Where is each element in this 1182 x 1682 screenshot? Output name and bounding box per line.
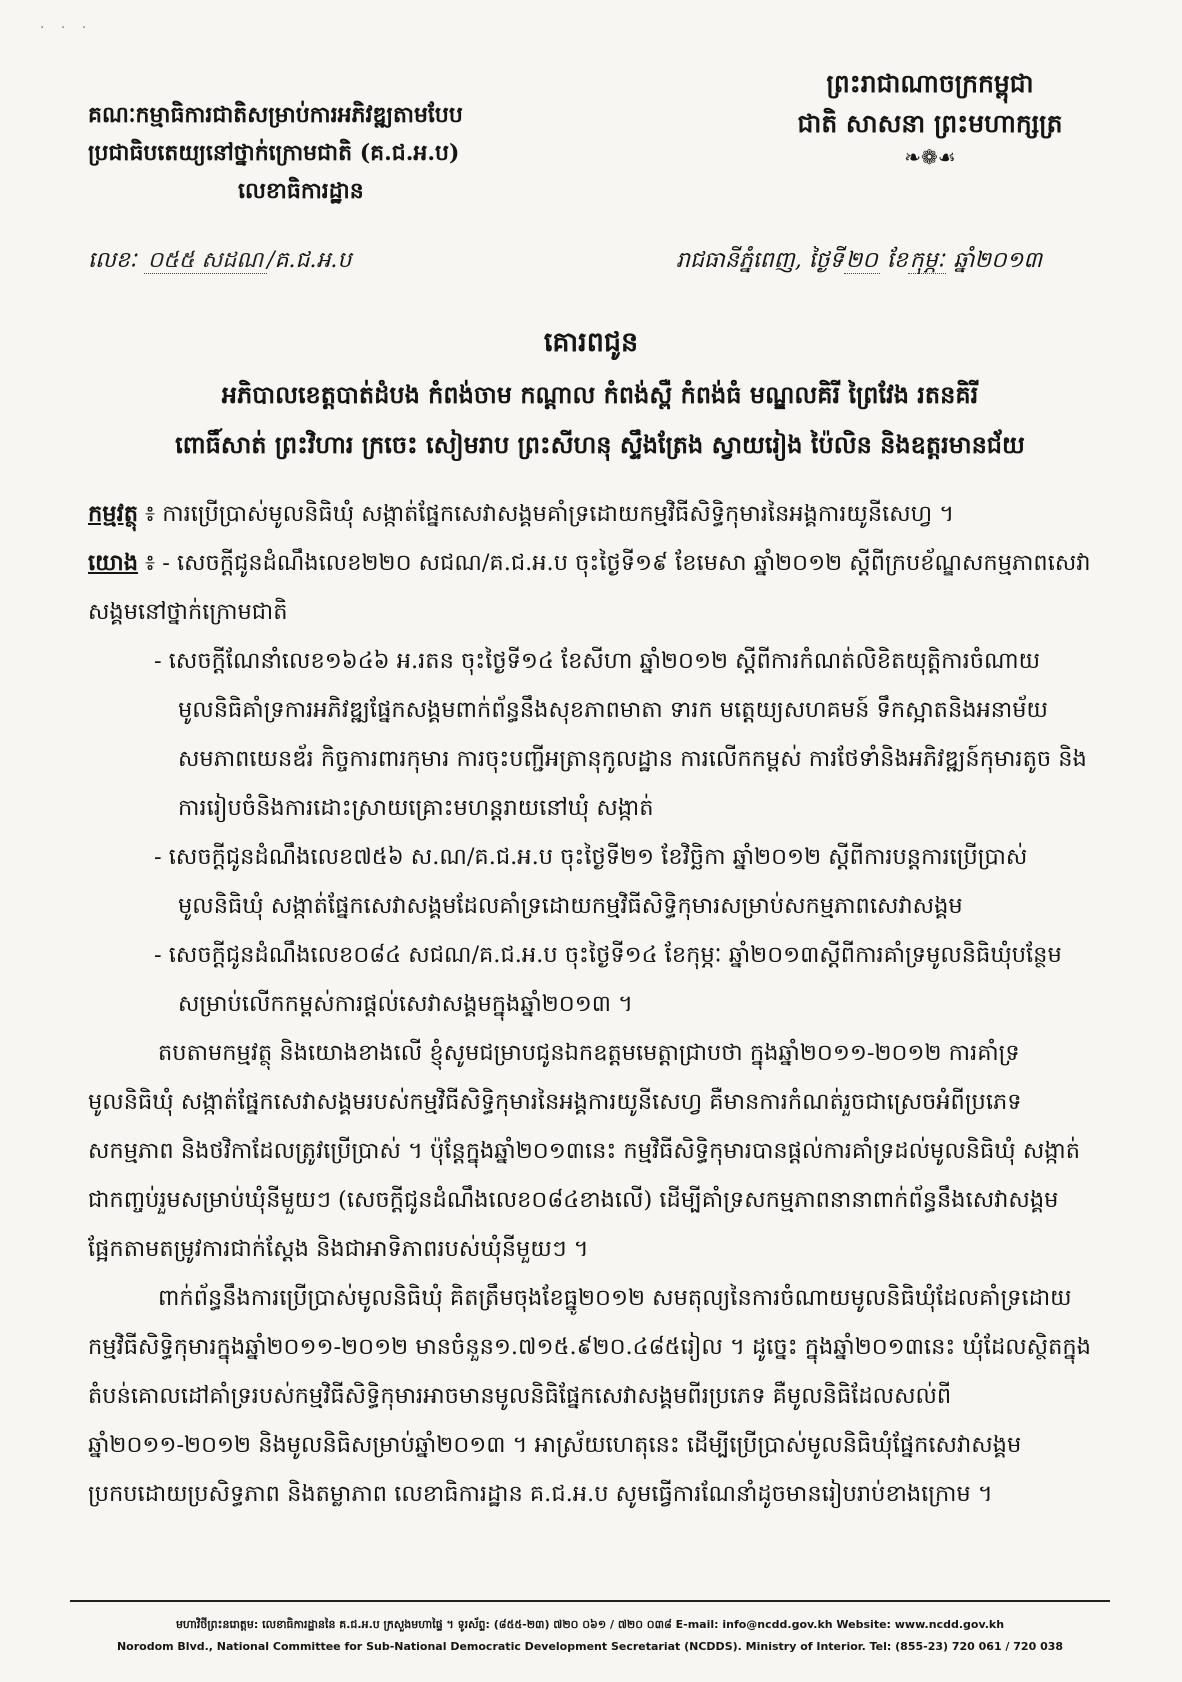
salutation: គោរពជូន bbox=[543, 327, 639, 358]
reference-handwritten-number: ០៥៥ សដណ bbox=[144, 248, 268, 274]
reference-item bbox=[88, 539, 1098, 637]
date-year: ២០១៣ bbox=[974, 248, 1043, 273]
reference-item-text: ៖ - សេចក្តីជូនដំណឹងលេខ២២០ សជណ/គ.ជ.អ.ប ចុះថ្ងៃទី១៩ ខែមេសា ឆ្នាំ២០១២ ស្តីពីក្របខ័ណ្ឌសកម្មភាពសេវាសង្គមនៅថ្នាក់ក្រោមជាតិ bbox=[88, 550, 1091, 625]
reference-number bbox=[88, 246, 351, 278]
date-line bbox=[676, 246, 1096, 278]
footer bbox=[70, 1600, 1110, 1658]
ministry-line-1: គណៈកម្មាធិការជាតិសម្រាប់ការអភិវឌ្ឍតាមបែប bbox=[88, 102, 463, 128]
date-year-prefix: ឆ្នាំ bbox=[946, 248, 975, 273]
recipients-line-1: អភិបាលខេត្តបាត់ដំបង កំពង់ចាម កណ្តាល កំពង់ស្ពឺ កំពង់ធំ មណ្ឌលគិរី ព្រៃវែង រតនគិរី bbox=[221, 380, 979, 409]
date-day: ២០ bbox=[845, 248, 878, 273]
ministry-header bbox=[88, 96, 708, 210]
reference-suffix: /គ.ជ.អ.ប bbox=[267, 248, 352, 273]
body-paragraph-1: តបតាមកម្មវត្ថុ និងយោងខាងលើ ខ្ញុំសូមជម្រាបជូនឯកឧត្តមមេត្តាជ្រាបថា ក្នុងឆ្នាំ២០១១-២០១២ ការគាំទ្រមូលនិធិឃុំ សង្កាត់ផ្នែកសេវាសង្គមរបស់កម្មវិធីសិទ្ធិកុមារនៃអង្គការយូនីសេហ្វ គឺមានការកំណត់រួចជាស្រេចអំពីប្រភេទសកម្មភាព និងថវិកាដែលត្រូវប្រើប្រាស់ ។ ប៉ុន្តែក្នុងឆ្នាំ២០១៣នេះ កម្មវិធីសិទ្ធិកុមារបានផ្តល់ការគាំទ្រដល់មូលនិធិឃុំ សង្កាត់ ជាកញ្ចប់រួមសម្រាប់ឃុំនីមួយៗ (សេចក្តីជូនដំណឹងលេខ០៨៤ខាងលើ) ដើម្បីគាំទ្រសកម្មភាពនានាពាក់ព័ន្ធនឹងសេវាសង្គម ផ្អែកតាមតម្រូវការជាក់ស្តែង និងជាអាទិភាពរបស់ឃុំនីមួយៗ ។ bbox=[88, 1040, 1081, 1262]
footer-line-khmer: មហាវិថីព្រះនរោត្តម: លេខាធិការដ្ឋាននៃ គ.ជ.អ.ប ក្រសួងមហាផ្ទៃ ។ ទូរស័ព្ទ: (៨៥៥-២៣) ៧២០ ០៦១ / ៧២០ ០៣៨ E-mail: info@ncdd.gov.kh Website: www.ncdd.gov.kh bbox=[175, 1618, 1005, 1631]
recipients-line-2: ពោធិ៍សាត់ ព្រះវិហារ ក្រចេះ សៀមរាប ព្រះសីហនុ ស្ទឹងត្រែង ស្វាយរៀង ប៉ៃលិន និងឧត្តរមានជ័យ bbox=[175, 430, 1025, 459]
ministry-line-3: លេខាធិការដ្ឋាន bbox=[238, 178, 364, 204]
footer-line-english: Norodom Blvd., National Committee for Sub-National Democratic Development Secretariat (NCDDS). Ministry of Interior. Tel: (855-23) 720 061 / 720 038 bbox=[116, 1640, 1064, 1653]
date-month: កុម្ភៈ bbox=[909, 248, 945, 273]
scan-specks: · · · bbox=[40, 20, 93, 36]
subject-line bbox=[88, 490, 1098, 539]
subject-text: ៖ ការប្រើប្រាស់មូលនិធិឃុំ សង្កាត់ផ្នែកសេវាសង្គមគាំទ្រដោយកម្មវិធីសិទ្ធិកុមារនៃអង្គការយូនីសេហ្វ ។ bbox=[138, 501, 955, 527]
body-paragraph-2: ពាក់ព័ន្ធនឹងការប្រើប្រាស់មូលនិធិឃុំ គិតត្រឹមចុងខែធ្នូ២០១២ សមតុល្យនៃការចំណាយមូលនិធិឃុំដែលគាំទ្រដោយកម្មវិធីសិទ្ធិកុមារក្នុងឆ្នាំ២០១១-២០១២ មានចំនួន១.៧១៥.៩២០.៤៨៥រៀល ។ ដូច្នេះ ក្នុងឆ្នាំ២០១៣នេះ ឃុំដែលស្ថិតក្នុងតំបន់គោលដៅគាំទ្ររបស់កម្មវិធីសិទ្ធិកុមារអាចមានមូលនិធិផ្នែកសេវាសង្គមពីរប្រភេទ គឺមូលនិធិដែលសល់ពីឆ្នាំ២០១១-២០១២ និងមូលនិធិសម្រាប់ឆ្នាំ២០១៣ ។ អាស្រ័យហេតុនេះ ដើម្បីប្រើប្រាស់មូលនិធិឃុំផ្នែកសេវាសង្គមប្រកបដោយប្រសិទ្ធភាព និងតម្លាភាព លេខាធិការដ្ឋាន គ.ជ.អ.ប សូមធ្វើការណែនាំដូចមានរៀបរាប់ខាងក្រោម ។ bbox=[88, 1285, 1091, 1507]
letter-body bbox=[88, 490, 1098, 1519]
reference-item: - សេចក្តីជូនដំណឹងលេខ០៨៤ សជណ/គ.ជ.អ.ប ចុះថ្ងៃទី១៤ ខែកុម្ភៈ ឆ្នាំ២០១៣ស្តីពីការគាំទ្រមូលនិធិឃុំបន្ថែមសម្រាប់លើកកម្ពស់ការផ្តល់សេវាសង្គមក្នុងឆ្នាំ២០១៣ ។ bbox=[154, 942, 1062, 1017]
subject-label: កម្មវត្ថុ bbox=[88, 501, 138, 527]
recipients bbox=[120, 370, 1080, 470]
reference-item: - សេចក្តីណែនាំលេខ១៦៤៦ អ.រតន ចុះថ្ងៃទី១៤ ខែសីហា ឆ្នាំ២០១២ ស្តីពីការកំណត់លិខិតយុត្តិការចំណាយមូលនិធិគាំទ្រការអភិវឌ្ឍផ្នែកសង្គមពាក់ព័ន្ធនឹងសុខភាពមាតា ទារក មត្តេយ្យសហគមន៍ ទឹកស្អាតនិងអនាម័យ សមភាពយេនឌ័រ កិច្ចការពារកុមារ ការចុះបញ្ជីអត្រានុកូលដ្ឋាន ការលើកកម្ពស់ ការថែទាំនិងអភិវឌ្ឍន៍កុមារតូច និងការរៀបចំនិងការដោះស្រាយគ្រោះមហន្តរាយនៅឃុំ សង្កាត់ bbox=[154, 648, 1087, 821]
kingdom-line-1: ព្រះរាជាណាចក្រកម្ពុជា bbox=[826, 69, 1034, 98]
ornament-icon: ❧❁☙ bbox=[904, 145, 956, 169]
references-label: យោង bbox=[88, 550, 138, 576]
ministry-line-2: ប្រជាធិបតេយ្យនៅថ្នាក់ក្រោមជាតិ (គ.ជ.អ.ប) bbox=[88, 140, 460, 166]
reference-prefix: លេខៈ bbox=[88, 248, 137, 273]
reference-item: - សេចក្តីជូនដំណឹងលេខ៧៥៦ ស.ណ/គ.ជ.អ.ប ចុះថ្ងៃទី២១ ខែវិច្ឆិកា ឆ្នាំ២០១២ ស្តីពីការបន្តការប្រើប្រាស់មូលនិធិឃុំ សង្កាត់ផ្នែកសេវាសង្គមដែលគាំទ្រដោយកម្មវិធីសិទ្ធិកុមារសម្រាប់សកម្មភាពសេវាសង្គម bbox=[154, 844, 1028, 919]
kingdom-header bbox=[760, 64, 1100, 170]
kingdom-line-2: ជាតិ សាសនា ព្រះមហាក្សត្រ bbox=[797, 109, 1063, 138]
date-prefix: រាជធានីភ្នំពេញ, ថ្ងៃទី bbox=[676, 248, 844, 273]
reference-list bbox=[88, 539, 1098, 1029]
date-month-prefix: ខែ bbox=[879, 248, 908, 273]
